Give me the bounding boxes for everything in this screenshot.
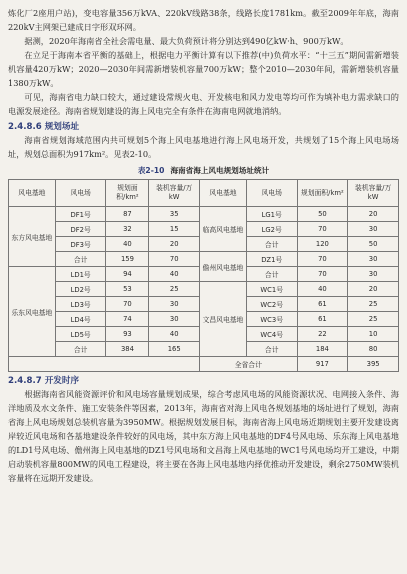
table-header-row: [9, 180, 399, 207]
area-cell: 159: [106, 252, 149, 267]
area-cell: 93: [106, 327, 149, 342]
farm-cell: DF1号: [55, 207, 106, 222]
header-area: 规划面积/km²: [106, 180, 149, 207]
paragraph-forecast: 据测，2020年海南省全社会需电量、最大负荷预计将分别达到490亿kW·h、900万kW。: [24, 36, 349, 46]
header-cap: 装机容量/万kW: [348, 180, 399, 207]
table-caption: [8, 165, 399, 176]
area-cell: 70: [106, 297, 149, 312]
paragraph-gap: 可见，海南省电力缺口较大，通过建设常规火电、开发核电和风力发电等均可作为填补电力需求缺口的电源发展途径。海南省规划建设的海上风电完全有条件在海南电网就地消纳。: [8, 92, 399, 116]
grand-total-label: 全省合计: [200, 357, 297, 372]
area-cell: 74: [106, 312, 149, 327]
farm-cell: LD3号: [55, 297, 106, 312]
area-cell: 384: [106, 342, 149, 357]
farm-cell: LG1号: [246, 207, 297, 222]
grand-total-cap: 395: [348, 357, 399, 372]
paragraph-site-planning: 海南省规划海域范围内共可规划5个海上风电基地进行海上风电场开发，共规划了15个海上风电场场址，规划总面积为917km²。见表2-10。: [8, 135, 399, 159]
wind-farm-table: [8, 179, 399, 372]
base-cell: 乐东风电基地: [9, 267, 56, 357]
farm-cell: 合计: [246, 237, 297, 252]
area-cell: 70: [297, 267, 348, 282]
area-cell: 22: [297, 327, 348, 342]
area-cell: 70: [297, 222, 348, 237]
table-row: [9, 207, 399, 222]
farm-cell: WC4号: [246, 327, 297, 342]
cap-cell: 15: [149, 222, 200, 237]
area-cell: 120: [297, 237, 348, 252]
header-area: 规划面积/km²: [297, 180, 348, 207]
cap-cell: 30: [348, 222, 399, 237]
table-row: [9, 252, 399, 267]
cap-cell: 40: [149, 267, 200, 282]
total-spacer: [9, 357, 200, 372]
cap-cell: 25: [348, 312, 399, 327]
header-farm: 风电场: [246, 180, 297, 207]
farm-cell: WC3号: [246, 312, 297, 327]
base-cell: 临高风电基地: [200, 207, 247, 252]
area-cell: 87: [106, 207, 149, 222]
section-heading-schedule: 2.4.8.7 开发时序: [8, 376, 80, 386]
farm-cell: DZ1号: [246, 252, 297, 267]
base-cell: 文昌风电基地: [200, 282, 247, 357]
cap-cell: 20: [348, 282, 399, 297]
cap-cell: 165: [149, 342, 200, 357]
cap-cell: 30: [348, 252, 399, 267]
farm-cell: DF3号: [55, 237, 106, 252]
base-cell: 东方风电基地: [9, 207, 56, 267]
table-number: 表2-10: [137, 166, 165, 175]
cap-cell: 30: [348, 267, 399, 282]
grand-total-area: 917: [297, 357, 348, 372]
area-cell: 32: [106, 222, 149, 237]
farm-cell: LD1号: [55, 267, 106, 282]
farm-cell: 合计: [246, 342, 297, 357]
cap-cell: 70: [149, 252, 200, 267]
paragraph-balance: 在立足于海南本省平衡的基础上，根据电力平衡计算有以下推荐(中)负荷水平：“十三五”期间需新增装机容量420万kW；2020—2030年间需新增装机容量700万kW；整个2010—2030年间，需新增装机容量1380万kW。: [8, 50, 399, 88]
table-total-row: [9, 357, 399, 372]
area-cell: 70: [297, 252, 348, 267]
header-farm: 风电场: [55, 180, 106, 207]
cap-cell: 20: [149, 237, 200, 252]
paragraph-substation: 炼化厂2座用户站)，变电容量356万kVA、220kV线路38条，线路长度1781km。截至2009年年底，海南220kV主网架已建成日字形双环网。: [8, 8, 399, 32]
area-cell: 50: [297, 207, 348, 222]
area-cell: 53: [106, 282, 149, 297]
area-cell: 94: [106, 267, 149, 282]
farm-cell: DF2号: [55, 222, 106, 237]
farm-cell: LD5号: [55, 327, 106, 342]
cap-cell: 50: [348, 237, 399, 252]
farm-cell: WC1号: [246, 282, 297, 297]
farm-cell: LD2号: [55, 282, 106, 297]
cap-cell: 20: [348, 207, 399, 222]
area-cell: 40: [106, 237, 149, 252]
area-cell: 61: [297, 312, 348, 327]
farm-cell: WC2号: [246, 297, 297, 312]
cap-cell: 25: [149, 282, 200, 297]
table-title: 海南省海上风电规划场址统计: [170, 166, 270, 175]
cap-cell: 30: [149, 297, 200, 312]
paragraph-schedule: 根据海南省风能资源评价和风电场容量规划成果，综合考虑风电场的风能资源状况、电网接入条件、海洋地质及水文条件、施工安装条件等因素，2013年，海南省对海上风电各规划基地的场址进行了规划，海南省海上风电场规划总装机容量为3950MW。根据规划发展目标，海南省海上风电场近期规划主要开发建设离岸较近风电场和各基地建设条件较好的风电场，其中东方海上风电基地的DF4号风电场、乐东海上风电基地的LD1号风电场、儋州海上风电基地的DZ1号风电场和文昌海上风电基地的WC1号风电场均开工建设，中期启动装机容量800MW的风电工程建设，将主要在各海上风电基地内择优推动开发建设，剩余2750MW装机容量将在远期开发建设。: [8, 389, 399, 483]
farm-cell: LD4号: [55, 312, 106, 327]
farm-cell: 合计: [55, 342, 106, 357]
base-cell: 儋州风电基地: [200, 252, 247, 282]
cap-cell: 30: [149, 312, 200, 327]
area-cell: 61: [297, 297, 348, 312]
farm-cell: 合计: [246, 267, 297, 282]
farm-cell: 合计: [55, 252, 106, 267]
cap-cell: 80: [348, 342, 399, 357]
cap-cell: 10: [348, 327, 399, 342]
header-base: 风电基地: [200, 180, 247, 207]
area-cell: 40: [297, 282, 348, 297]
farm-cell: LG2号: [246, 222, 297, 237]
table-row: [9, 282, 399, 297]
section-heading-site-planning: 2.4.8.6 规划场址: [8, 122, 80, 132]
area-cell: 184: [297, 342, 348, 357]
header-cap: 装机容量/万kW: [149, 180, 200, 207]
cap-cell: 40: [149, 327, 200, 342]
header-base: 风电基地: [9, 180, 56, 207]
cap-cell: 25: [348, 297, 399, 312]
cap-cell: 35: [149, 207, 200, 222]
